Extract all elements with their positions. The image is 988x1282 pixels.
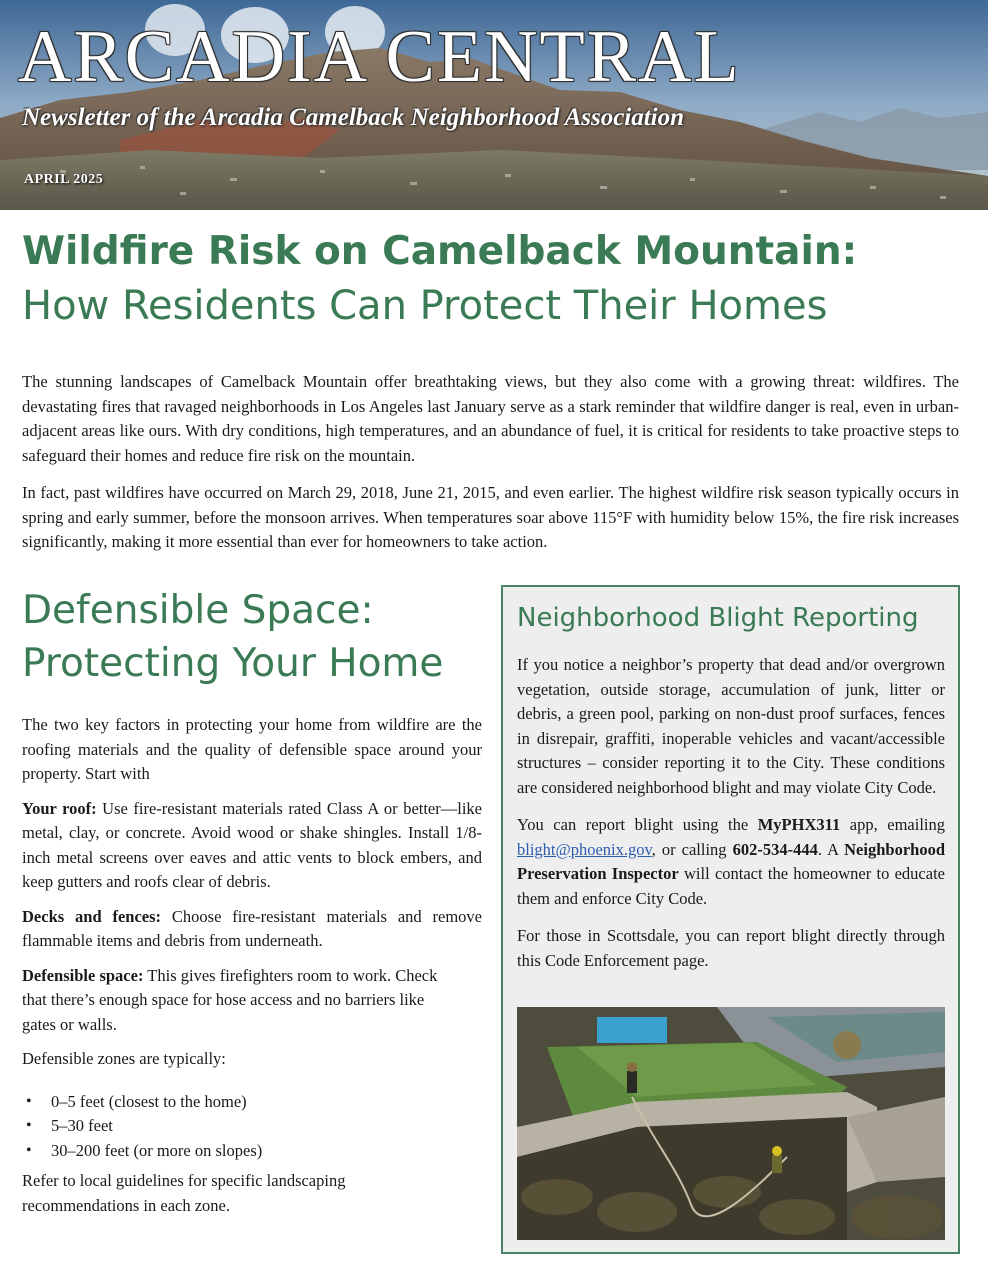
firefighter-photo-graphic [517,1007,945,1240]
blight-paragraph-1: If you notice a neighbor’s property that dead and/or overgrown vegetation, outside storage, accumulation of junk, litter or debris, a green pool, parking on non-dust proof surfaces, fences in disrepair, graffiti, inoperable vehicles and vacant/accessible structures – consider reporting it to the City. These conditions are considered neighborhood blight and may violate City Code. [517,655,945,797]
intro-section [22,370,959,568]
newsletter-title: ARCADIA CENTRAL [18,16,741,98]
issue-date: APRIL 2025 [24,172,104,187]
blight-paragraph-3: For those in Scottsdale, you can report blight directly through this Code Enforcement page. [517,926,945,970]
blight-email-link[interactable]: blight@phoenix.gov [517,839,652,859]
app-name: MyPHX311 [757,815,841,834]
blight-text: will contact the homeowner to educate them and enforce City Code. [517,864,945,908]
roof-text: Use fire-resistant materials rated Class A or better—like metal, clay, or concrete. Avoid wood or shake shingles. Install 1/8-inch metal screens over eaves and attic vents to block embers, and keep gutters and roofs clear of debris. [22,798,482,891]
zones-intro: Defensible zones are typically: [22,1049,226,1068]
defensible-space-paragraph [22,964,442,1038]
blight-reporting-box [501,585,960,1254]
defensible-space-article [22,584,482,1228]
blight-body [517,653,945,986]
main-headline [22,226,972,334]
blight-text: app, emailing [840,815,945,834]
defensible-heading-line-2: Protecting Your Home [22,641,444,686]
decks-label: Decks and fences: [22,906,162,926]
blight-heading: Neighborhood Blight Reporting [517,603,919,633]
phone-number: 602-534-444 [732,839,818,859]
masthead [0,0,988,210]
defensible-heading-line-1: Defensible Space: [22,588,374,633]
zones-closing: Refer to local guidelines for specific landscaping recommendations in each zone. [22,1171,346,1215]
blight-text: . A [817,839,845,859]
headline-line-1: Wildfire Risk on Camelback Mountain: [22,229,858,274]
newsletter-subtitle: Newsletter of the Arcadia Camelback Neighborhood Association [22,104,685,131]
firefighter-photo [517,1007,945,1240]
roof-label: Your roof: [22,798,97,818]
zones-list [22,1090,482,1164]
intro-paragraph-1: The stunning landscapes of Camelback Mountain offer breathtaking views, but they also come with a growing threat: wildfires. The devastating fires that ravaged neighborhoods in Los Angeles last January serve as a stark reminder that wildfire danger is real, even in urban-adjacent areas like ours. With dry conditions, high temperatures, and an abundance of fuel, it is critical for residents to take proactive steps to safeguard their homes and reduce fire risk on the mountain. [22,372,959,465]
blight-text: , or calling [651,839,733,859]
inspector-title: Neighborhood Preservation Inspector [517,839,945,883]
list-item: • 0–5 feet (closest to the home) [22,1090,482,1115]
list-item: • 5–30 feet [22,1114,482,1139]
space-label: Defensible space: [22,965,144,985]
intro-paragraph-2: In fact, past wildfires have occurred on March 29, 2018, June 21, 2015, and even earlier. The highest wildfire risk season typically occurs in spring and early summer, before the monsoon arrives. When temperatures soar above 115°F with humidity below 15%, the fire risk increases significantly, making it more essential than ever for homeowners to take action. [22,483,959,551]
decks-text: Choose fire-resistant materials and remove flammable items and debris from underneath. [22,906,482,950]
decks-paragraph [22,905,482,954]
blight-paragraph-2 [517,813,945,911]
roof-paragraph [22,797,482,895]
space-text: This gives firefighters room to work. Check that there’s enough space for hose access and no barriers like gates or walls. [22,965,438,1034]
blight-text: You can report blight using the [517,815,758,834]
defensible-body [22,713,482,1218]
headline-line-2: How Residents Can Protect Their Homes [22,283,828,329]
defensible-intro-paragraph: The two key factors in protecting your home from wildfire are the roofing materials and the quality of defensible space around your property. Start with [22,715,482,783]
list-item: • 30–200 feet (or more on slopes) [22,1139,482,1164]
